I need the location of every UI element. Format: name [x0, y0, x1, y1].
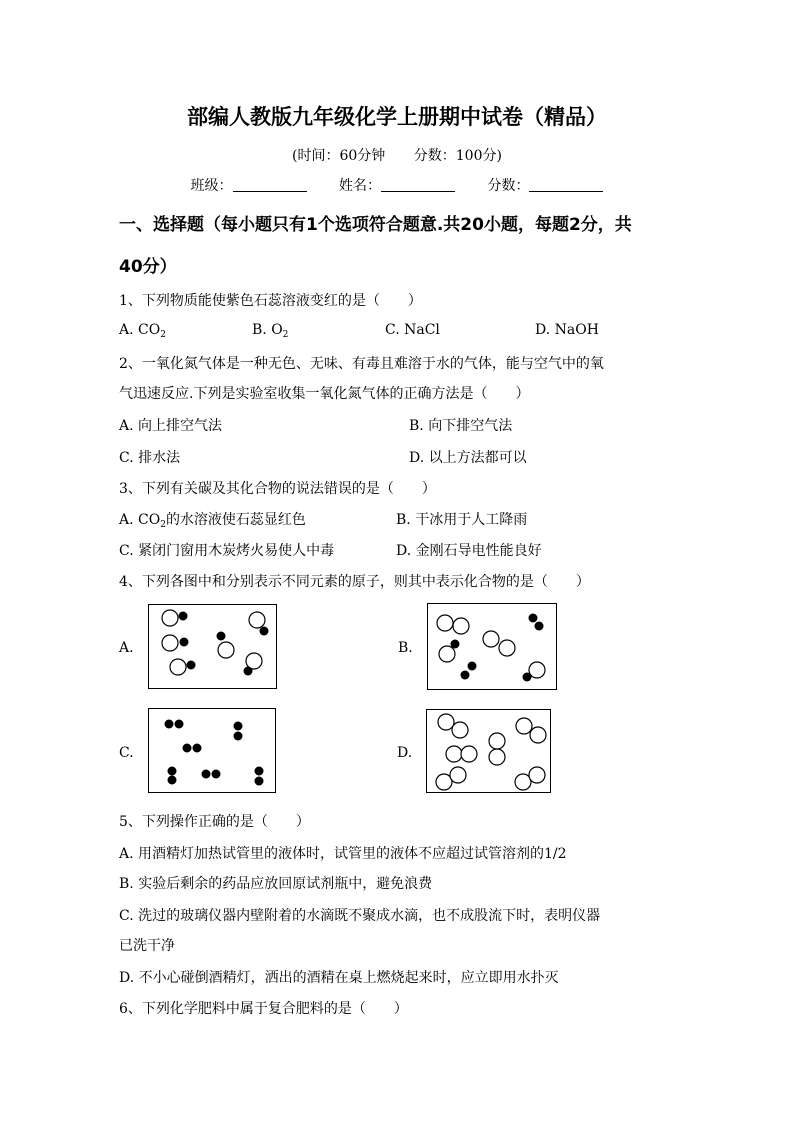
q4-diagram-c[interactable]: [148, 708, 276, 793]
q5-option-b: B. 实验后剩余的药品应放回原试剂瓶中，避免浪费: [119, 876, 433, 892]
q2-option-d: D. 以上方法都可以: [409, 450, 527, 466]
time-info: (时间：60分钟: [292, 148, 386, 164]
q4-label-b: B.: [398, 640, 413, 656]
name-label: 姓名：: [339, 178, 381, 194]
question-2-stem-line1: 2、一氧化氮气体是一种无色、无味、有毒且难溶于水的气体，能与空气中的氧: [119, 356, 604, 372]
student-info-row: [0, 175, 794, 195]
q4-diagram-a-atoms: [149, 605, 278, 690]
class-field[interactable]: [233, 177, 307, 192]
question-5-stem: 5、下列操作正确的是（ ）: [119, 814, 310, 830]
q5-option-a: A. 用酒精灯加热试管里的液体时，试管里的液体不应超过试管溶剂的1/2: [119, 846, 567, 862]
question-6-stem: 6、下列化学肥料中属于复合肥料的是（ ）: [119, 1001, 408, 1017]
q4-diagram-a[interactable]: [148, 604, 277, 689]
score-info: 分数：100分): [413, 148, 502, 164]
q4-diagram-c-atoms: [149, 709, 277, 794]
page-title: 部编人教版九年级化学上册期中试卷（精品）: [187, 105, 607, 129]
q1-option-d: D. NaOH: [535, 322, 599, 338]
q3-option-d: D. 金刚石导电性能良好: [396, 543, 542, 559]
q1-option-b: B. $O_2$: [252, 322, 289, 340]
question-1-stem: 1、下列物质能使紫色石蕊溶液变红的是（ ）: [119, 293, 422, 309]
q3-option-a: A. $CO_2$的水溶液使石蕊显红色: [119, 512, 306, 530]
question-3-stem: 3、下列有关碳及其化合物的说法错误的是（ ）: [119, 481, 436, 497]
q2-option-c: C. 排水法: [119, 450, 181, 466]
name-field[interactable]: [381, 177, 455, 192]
q5-option-d: D. 不小心碰倒酒精灯，洒出的酒精在桌上燃烧起来时，应立即用水扑灭: [119, 970, 559, 986]
section-heading-line1: 一、选择题（每小题只有1个选项符合题意.共20小题，每题2分，共: [119, 215, 632, 235]
question-2-stem-line2: 气迅速反应.下列是实验室收集一氧化氮气体的正确方法是（ ）: [119, 386, 530, 402]
q4-diagram-d-atoms: [427, 710, 552, 794]
q4-diagram-b-atoms: [428, 604, 558, 691]
q4-label-d: D.: [397, 745, 413, 761]
q5-option-c-line2: 已洗干净: [119, 938, 175, 954]
q1-option-c: C. NaCl: [385, 322, 440, 338]
q4-diagram-d[interactable]: [426, 709, 551, 793]
score-field[interactable]: [529, 177, 603, 192]
q4-label-a: A.: [119, 640, 134, 656]
q2-option-b: B. 向下排空气法: [409, 418, 513, 434]
q3-option-b: B. 干冰用于人工降雨: [396, 512, 528, 528]
q3-option-c: C. 紧闭门窗用木炭烤火易使人中毒: [119, 543, 335, 559]
question-4-stem: 4、下列各图中和分别表示不同元素的原子，则其中表示化合物的是（ ）: [119, 574, 590, 590]
q5-option-c-line1: C. 洗过的玻璃仪器内壁附着的水滴既不聚成水滴，也不成股流下时，表明仪器: [119, 908, 601, 924]
score-label: 分数：: [487, 178, 530, 194]
q4-label-c: C.: [119, 745, 134, 761]
class-label: 班级：: [190, 178, 233, 194]
q4-diagram-b[interactable]: [427, 603, 557, 690]
exam-subtitle: [0, 145, 794, 165]
section-heading-line2: 40分）: [119, 257, 177, 277]
q2-option-a: A. 向上排空气法: [119, 418, 223, 434]
q1-option-a: A. $CO_2$: [119, 322, 166, 340]
